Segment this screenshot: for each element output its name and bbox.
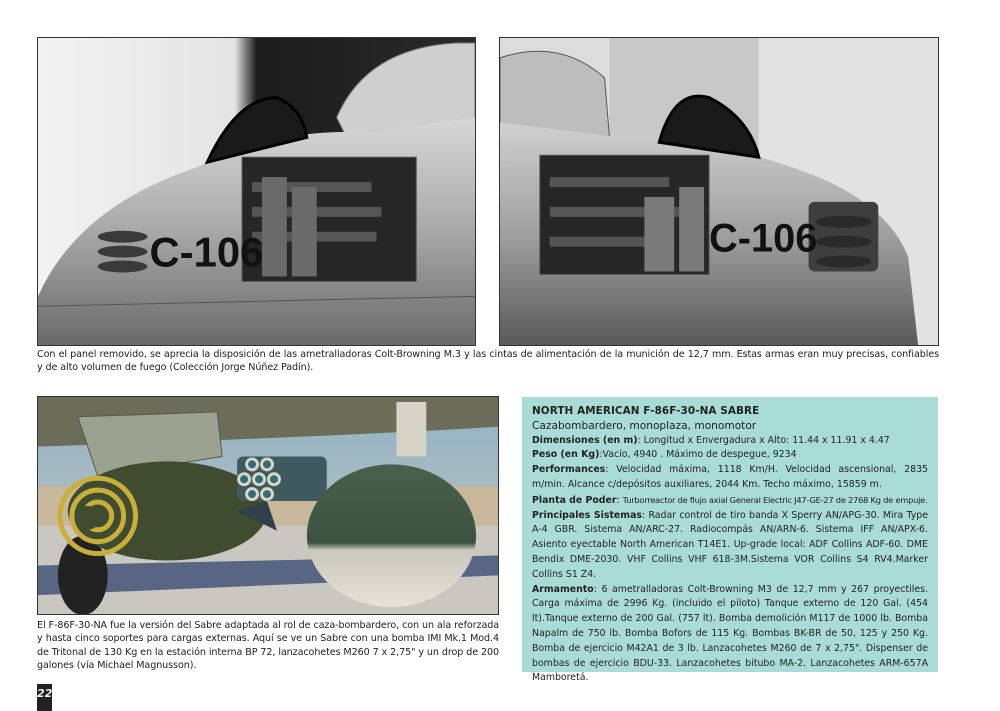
spec-label: Performances — [532, 464, 606, 476]
spec-value: Radar control de tiro banda X Sperry AN/APG-30. Mira Type A-4 GBR. Sistema AN/ARC-27. Radiocompás AN/ARN-6. Sistema IFF AN/APX-6. Asiento eyectable North American T14E1. Up-grade local: ADF Collins ADF-60. DME Bendix DME-2030. VHF Collins VHF 618-3M.Sistema VOR Collins S4 RV4.Marker Collins S1 Z4. — [532, 509, 929, 580]
spec-row-dimensions: Dimensiones (en m): Longitud x Envergadura x Alto: 11.44 x 11.91 x 4.47 — [532, 434, 890, 446]
specs-title: NORTH AMERICAN F-86F-30-NA SABRE — [532, 405, 760, 417]
spec-row-weight: Peso (en Kg):Vacío, 4940 . Máximo de despegue, 9234 — [532, 449, 797, 461]
spec-row-armament: Armamento: 6 ametralladoras Colt-Browning M3 de 12,7 mm y 267 proyectiles. Carga máxima de 2996 Kg. (incluido el piloto) Tanque externo de 120 Gal. (454 lt).Tanque externo de 200 Gal. (757 lt). Bomba demolición M117 de 1000 lb. Bomba Napalm de 750 lb. Bomba Bofors de 115 Kg. Bombas BK-BR de 50, 125 y 250 Kg. Bomba de ejercicio M42A1 de 3 lb. Lanzacohetes M260 de 7 x 2,75". Dispenser de bombas de ejercicio BDU-33. Lanzacohetes bitubo MA-2. Lanzacohetes ARM-657A Mamboretá. — [532, 583, 928, 684]
spec-value: Vacío, 4940 . Máximo de despegue, 9234 — [602, 449, 797, 461]
spec-label: Dimensiones (en m) — [532, 434, 638, 446]
spec-row-systems: Principales Sistemas: Radar control de tiro banda X Sperry AN/APG-30. Mira Type A-4 GBR. Sistema AN/ARC-27. Radiocompás AN/ARN-6. Sistema IFF AN/APX-6. Asiento eyectable North American T14E1. Up-grade local: ADF Collins ADF-60. DME Bendix DME-2030. VHF Collins VHF 618-3M.Sistema VOR Collins S4 RV4.Marker Collins S1 Z4. — [532, 509, 929, 580]
spec-row-performances: Performances: Velocidad máxima, 1118 Km/H. Velocidad ascensional, 2835 m/min. Alcance c/depósitos auxiliares, 2044 Km. Techo máximo, 15859 m. — [532, 464, 928, 490]
specs-subtitle: Cazabombardero, monoplaza, monomotor — [532, 419, 757, 432]
spec-value: 6 ametralladoras Colt-Browning M3 de 12,7 mm y 267 proyectiles. Carga máxima de 2996 Kg. (incluido el piloto) Tanque externo de 120 Gal. (454 lt).Tanque externo de 200 Gal. (757 lt). Bomba demolición M117 de 1000 lb. Bomba Napalm de 750 lb. Bomba Bofors de 115 Kg. Bombas BK-BR de 50, 125 y 250 Kg. Bomba de ejercicio M42A1 de 3 lb. Lanzacohetes M260 de 7 x 2,75". Dispenser de bombas de ejercicio BDU-33. Lanzacohetes bitubo MA-2. Lanzacohetes ARM-657A Mamboretá. — [532, 583, 928, 684]
sabre-nose-left-image — [38, 38, 475, 345]
spec-row-powerplant: Planta de Poder: Turborreactor de flujo axial General Electric J47-GE-27 de 2768 Kg de empuje. — [532, 494, 928, 506]
spec-label: Planta de Poder — [532, 494, 617, 506]
specifications-box — [522, 397, 938, 684]
spec-label: Principales Sistemas — [532, 509, 642, 521]
underwing-stores-image — [38, 397, 498, 614]
photo-top-right — [499, 37, 939, 346]
photo-top-left — [37, 37, 476, 346]
sabre-nose-right-image — [500, 38, 938, 345]
photo-bottom-left — [37, 396, 499, 615]
spec-label: Peso (en Kg) — [532, 449, 600, 461]
caption-top: Con el panel removido, se aprecia la disposición de las ametralladoras Colt-Browning M.3 y las cintas de alimentación de la munición de 12,7 mm. Estas armas eran muy precisas, confiables y de alto volumen de fuego (Colección Jorge Núñez Padín). — [37, 349, 939, 374]
svg-text:C-106: C-106 — [709, 216, 818, 261]
svg-text:C-106: C-106 — [149, 228, 264, 276]
page-number: 22 — [37, 684, 52, 711]
spec-value: Velocidad máxima, 1118 Km/H. Velocidad ascensional, 2835 m/min. Alcance c/depósitos auxiliares, 2044 Km. Techo máximo, 15859 m. — [532, 464, 928, 490]
spec-value: Longitud x Envergadura x Alto: 11.44 x 11.91 x 4.47 — [643, 434, 890, 446]
spec-value: Turborreactor de flujo axial General Electric J47-GE-27 de 2768 Kg de empuje. — [622, 494, 928, 505]
spec-label: Armamento — [532, 583, 594, 595]
caption-bottom: El F-86F-30-NA fue la versión del Sabre adaptada al rol de caza-bombardero, con un ala reforzada y hasta cinco soportes para cargas externas. Aquí se ve un Sabre con una bomba IMI Mk.1 Mod.4 de Tritonal de 130 Kg en la estación interna BP 72, lanzacohetes M260 7 x 2,75" y un drop de 200 galones (vía Michael Magnusson). — [37, 620, 499, 672]
